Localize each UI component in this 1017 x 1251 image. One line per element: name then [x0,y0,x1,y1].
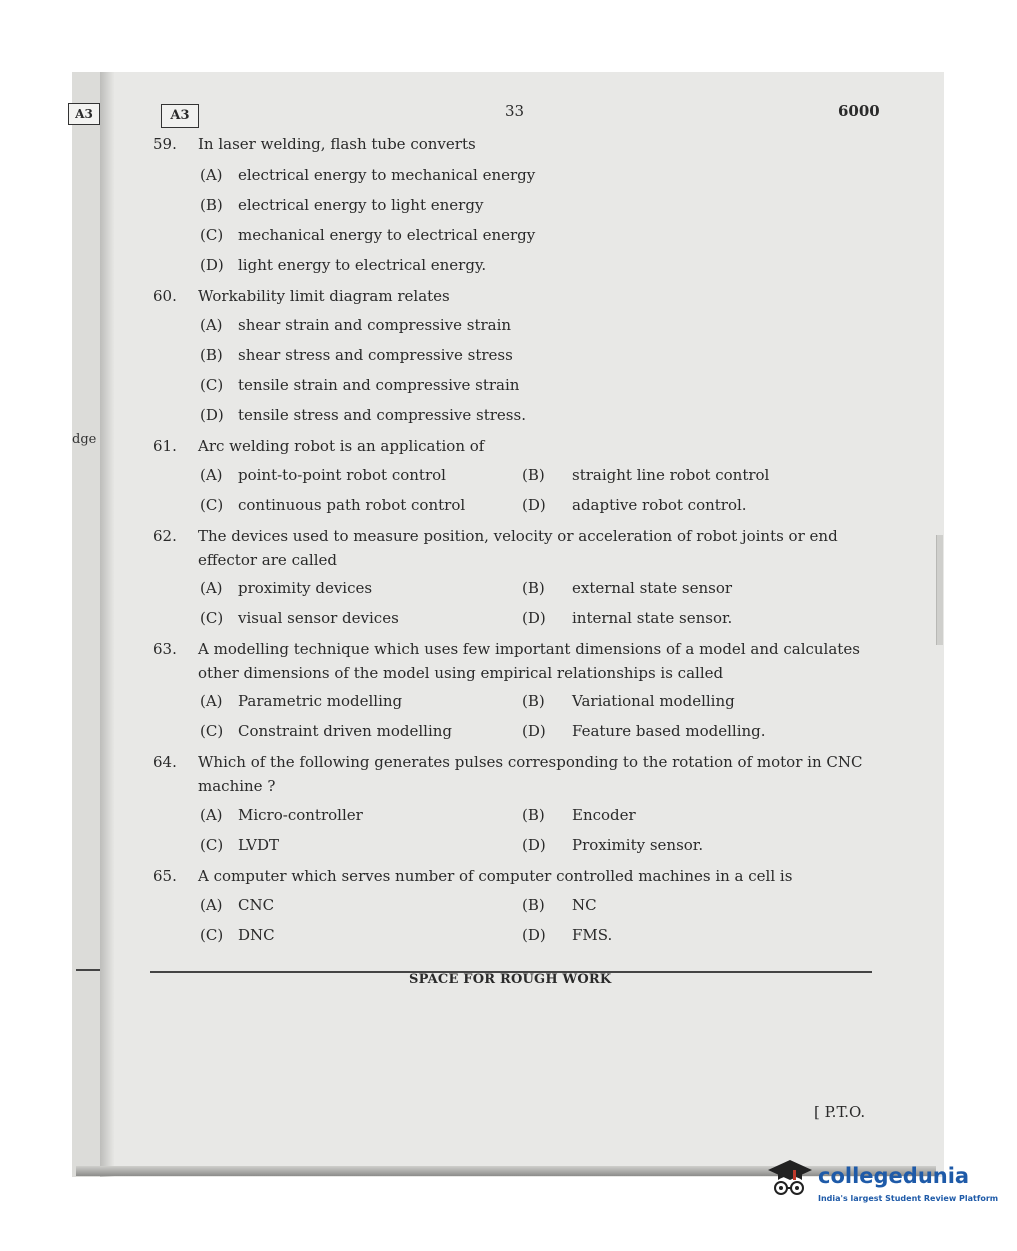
question-text: Workability limit diagram relates [198,287,450,305]
question-number: 59. [153,135,177,153]
option: (D) Feature based modelling. [522,722,766,740]
page-number: 33 [505,102,525,120]
option: (D) adaptive robot control. [522,496,747,514]
rough-work-label: SPACE FOR ROUGH WORK [409,972,612,987]
option: (C) LVDT [200,836,280,854]
option: (C) visual sensor devices [200,609,399,627]
binding-shadow [100,72,114,1177]
booklet-code: 6000 [838,102,880,120]
question-text: A modelling technique which uses few important dimensions of a model and calculates other dimensions of the model using empirical relationships is called [198,640,860,682]
pto-label: [ P.T.O. [814,1103,866,1121]
question-text: In laser welding, flash tube converts [198,135,476,153]
option: (A) electrical energy to mechanical energy [200,166,536,184]
option: (B) Variational modelling [522,692,735,710]
option: (D) FMS. [522,926,613,944]
option: (A) proximity devices [200,579,373,597]
option: (D) Proximity sensor. [522,836,704,854]
question-number: 63. [153,640,177,658]
option: (A) point-to-point robot control [200,466,446,484]
option: (A) shear strain and compressive strain [200,316,512,334]
set-code-box: A3 [161,104,199,128]
question-number: 61. [153,437,177,455]
question-text: Arc welding robot is an application of [198,437,485,455]
option: (B) Encoder [522,806,636,824]
option: (C) mechanical energy to electrical energy [200,226,536,244]
question-text: Which of the following generates pulses corresponding to the rotation of motor in CNC machine ? [198,753,863,795]
option: (C) continuous path robot control [200,496,466,514]
question-number: 64. [153,753,177,771]
option: (B) external state sensor [522,579,733,597]
option: (C) DNC [200,926,275,944]
option: (A) Parametric modelling [200,692,403,710]
option: (B) shear stress and compressive stress [200,346,513,364]
question-number: 62. [153,527,177,545]
previous-page-fragment: dge [72,432,97,447]
previous-page-edge [72,72,102,1177]
option: (D) tensile stress and compressive stress. [200,406,526,424]
question-text: The devices used to measure position, velocity or acceleration of robot joints or end effector are called [198,527,838,569]
question-text: A computer which serves number of computer controlled machines in a cell is [198,867,793,885]
collegedunia-logo [762,1150,999,1210]
question-number: 65. [153,867,177,885]
previous-set-code: A3 [68,103,100,125]
option: (D) internal state sensor. [522,609,733,627]
option: (B) straight line robot control [522,466,770,484]
mascot-icon [762,1150,818,1206]
option: (C) Constraint driven modelling [200,722,452,740]
brand-name: collegedunia [818,1164,970,1188]
page-crease [936,535,943,645]
brand-tagline: India's largest Student Review Platform [818,1194,999,1203]
previous-page-rule [76,969,100,971]
question-number: 60. [153,287,177,305]
option: (C) tensile strain and compressive strain [200,376,520,394]
option: (B) NC [522,896,597,914]
option: (B) electrical energy to light energy [200,196,484,214]
option: (D) light energy to electrical energy. [200,256,487,274]
option: (A) CNC [200,896,275,914]
option: (A) Micro-controller [200,806,363,824]
